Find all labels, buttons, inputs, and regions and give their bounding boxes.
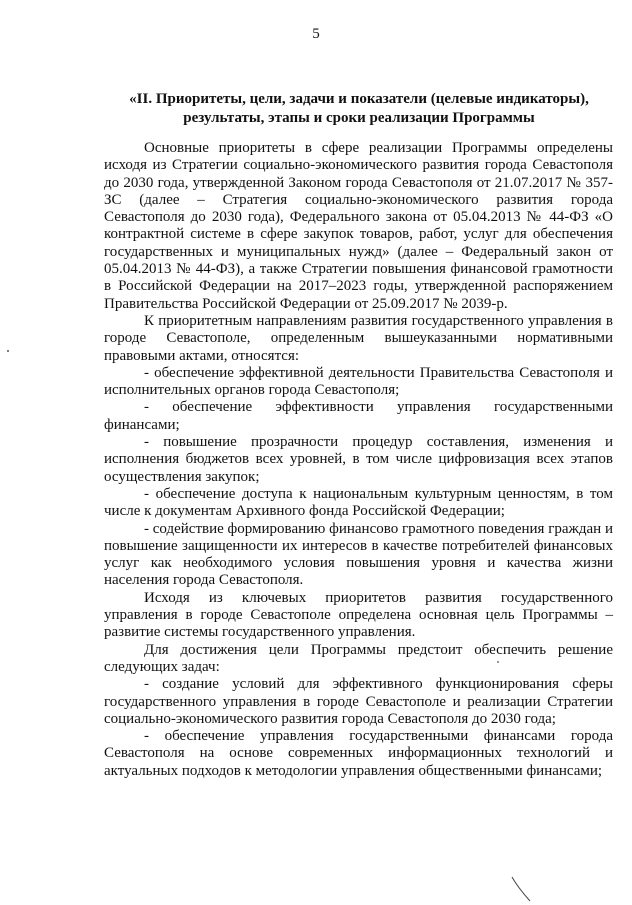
paragraph-priority-directions-intro: К приоритетным направлениям развития государственного управления в городе Севастополе, определенным вышеуказанными нормативными правовыми актами, относятся:	[104, 312, 613, 364]
list-item-priority-3: - повышение прозрачности процедур составления, изменения и исполнения бюджетов всех уровней, в том числе цифровизация всех этапов осуществления закупок;	[104, 434, 613, 485]
list-item-task-2: - обеспечение управления государственными финансами города Севастополя на основе современных информационных технологий и актуальных подходов к методологии управления общественными финансами;	[104, 728, 613, 779]
page-number: 5	[312, 26, 320, 42]
document-body	[104, 140, 613, 780]
paragraph-priorities-basis: Основные приоритеты в сфере реализации Программы определены исходя из Стратегии социально-экономического развития города Севастополя до 2030 года, утвержденной Законом города Севастополя от 21.07.2017 № 357-ЗС (далее – Стратегия социально-экономического развития города Севастополя до 2030 года), Федерального закона от 05.04.2013 № 44-ФЗ «О контрактной системе в сфере закупок товаров, работ, услуг для обеспечения государственных и муниципальных нужд» (далее – Федеральный закон от 05.04.2013 № 44-ФЗ), а также Стратегии повышения финансовой грамотности в Российской Федерации на 2017–2023 годы, утвержденной распоряжением Правительства Российской Федерации от 25.09.2017 № 2039-р.	[104, 140, 613, 312]
list-item-priority-4: - обеспечение доступа к национальным культурным ценностям, в том числе к документам Архивного фонда Российской Федерации;	[104, 485, 613, 520]
list-item-priority-1: - обеспечение эффективной деятельности Правительства Севастополя и исполнительных органов города Севастополя;	[104, 364, 613, 399]
section-heading-line-2: результаты, этапы и сроки реализации Программы	[183, 110, 535, 126]
scan-speck	[497, 661, 499, 663]
list-item-priority-5: - содействие формированию финансово грамотного поведения граждан и повышение защищенности их интересов в качестве потребителей финансовых услуг как необходимого условия повышения уровня и качества жизни населения города Севастополя.	[104, 520, 613, 589]
scan-speck	[7, 350, 9, 352]
list-item-priority-2: - обеспечение эффективности управления государственными финансами;	[104, 399, 613, 433]
scan-pen-stroke	[510, 875, 532, 903]
paragraph-tasks-intro: Для достижения цели Программы предстоит обеспечить решение следующих задач:	[104, 641, 613, 675]
section-heading	[104, 90, 614, 128]
paragraph-program-goal: Исходя из ключевых приоритетов развития государственного управления в городе Севастополе определена основная цель Программы – развитие системы государственного управления.	[104, 589, 613, 641]
list-item-task-1: - создание условий для эффективного функционирования сферы государственного управления в городе Севастополе и реализации Стратегии социально-экономического развития города Севастополя до 2030 года;	[104, 676, 613, 727]
section-heading-line-1: «II. Приоритеты, цели, задачи и показатели (целевые индикаторы),	[129, 91, 589, 107]
